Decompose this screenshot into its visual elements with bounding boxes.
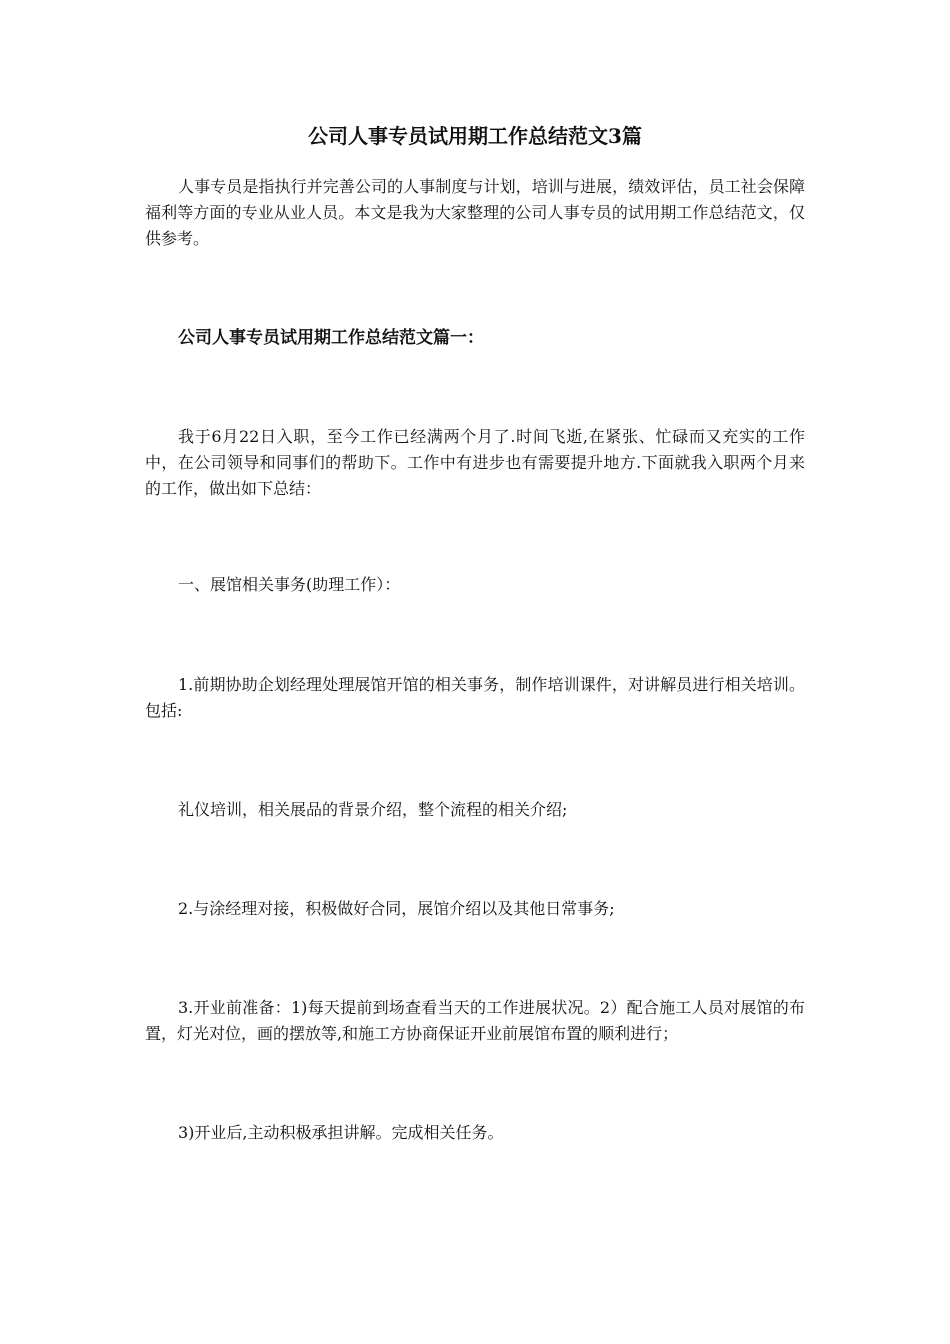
section-heading: 公司人事专员试用期工作总结范文篇一： xyxy=(178,328,484,348)
list-item: 3)开业后,主动积极承担讲解。完成相关任务。 xyxy=(178,1123,504,1142)
body-paragraph: 我于6月22日入职，至今工作已经满两个月了.时间飞逝,在紧张、忙碌而又充实的工作中，在公司领导和同事们的帮助下。工作中有进步也有需要提升地方.下面就我入职两个月来的工作，做出如下总结： xyxy=(145,427,805,498)
list-item: 1.前期协助企划经理处理展馆开馆的相关事务，制作培训课件，对讲解员进行相关培训。包括: xyxy=(145,675,805,720)
subsection-heading: 一、展馆相关事务(助理工作）： xyxy=(178,575,401,594)
list-item: 3.开业前准备：1)每天提前到场查看当天的工作进展状况。2）配合施工人员对展馆的布置，灯光对位，画的摆放等,和施工方协商保证开业前展馆布置的顺利进行； xyxy=(145,998,805,1043)
list-item: 礼仪培训，相关展品的背景介绍，整个流程的相关介绍; xyxy=(178,800,568,819)
document-title: 公司人事专员试用期工作总结范文3篇 xyxy=(308,124,642,148)
intro-paragraph: 人事专员是指执行并完善公司的人事制度与计划，培训与进展，绩效评估，员工社会保障福利等方面的专业从业人员。本文是我为大家整理的公司人事专员的试用期工作总结范文，仅供参考。 xyxy=(145,177,805,248)
list-item: 2.与涂经理对接，积极做好合同，展馆介绍以及其他日常事务; xyxy=(178,899,615,918)
